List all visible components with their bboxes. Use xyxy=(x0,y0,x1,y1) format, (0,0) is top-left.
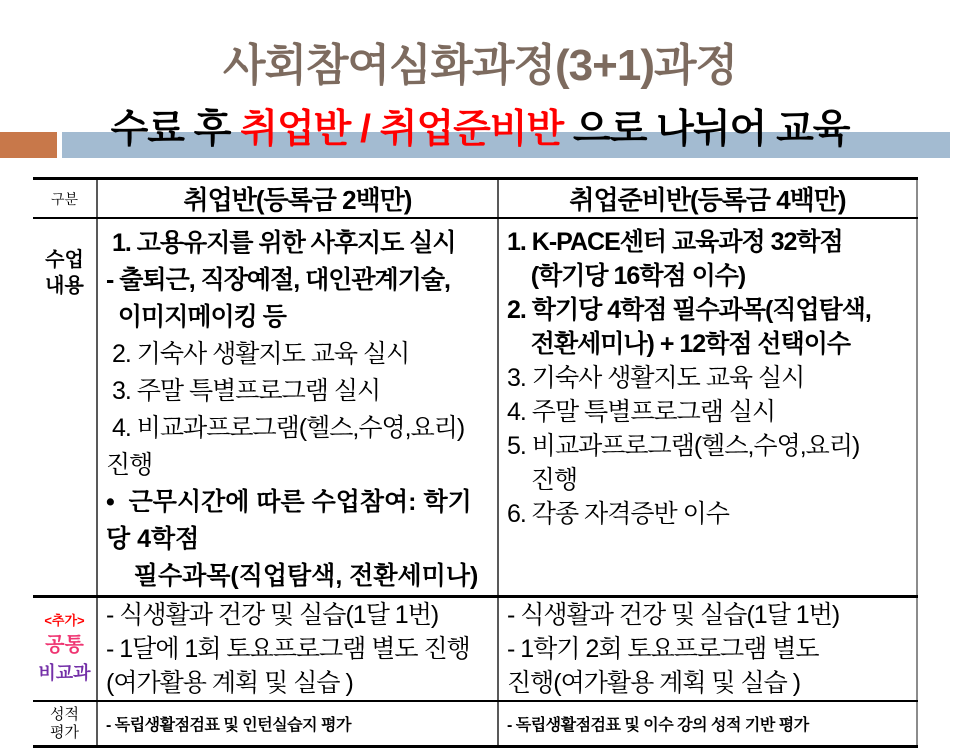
subtitle xyxy=(0,104,960,156)
curriculum-prepclass-list xyxy=(499,219,916,531)
text-line: 4. 비교과프로그램(헬스,수영,요리) xyxy=(106,414,465,442)
comparison-table xyxy=(33,177,918,748)
extracurricular-row xyxy=(33,597,917,702)
text-line: 진행(여가활용 계획 및 실습 ) xyxy=(507,669,801,697)
extracurricular-jobclass-cell xyxy=(97,597,498,702)
extracurricular-prepclass-list xyxy=(499,598,916,700)
text-line: 1. 고용유지를 위한 사후지도 실시 xyxy=(106,229,456,257)
text-line: 3. 기숙사 생활지도 교육 실시 xyxy=(507,364,805,392)
text-line: 전환세미나) + 12학점 선택이수 xyxy=(507,330,851,358)
text-line: 2. 기숙사 생활지도 교육 실시 xyxy=(106,340,410,368)
grading-label-line1: 성적 xyxy=(50,705,79,723)
curriculum-label-line1: 수업 xyxy=(45,249,84,271)
table-header-row xyxy=(33,179,917,219)
page-title: 사회참여심화과정(3+1)과정 xyxy=(223,41,737,90)
extracurricular-prepclass-cell xyxy=(498,597,917,702)
text-line: - 식생활과 건강 및 실습(1달 1번) xyxy=(106,601,439,629)
text-line: (여가활용 계획 및 실습 ) xyxy=(106,669,353,697)
extracurricular-label-name: 비교과 xyxy=(38,663,91,683)
grading-jobclass-cell xyxy=(97,701,498,747)
text-line: - 1학기 2회 토요프로그램 별도 xyxy=(507,635,819,663)
grading-jobclass-text: - 독립생활점검표 및 인턴실습지 평가 xyxy=(106,717,351,734)
extracurricular-row-label xyxy=(33,611,96,687)
extracurricular-label-added: <추가> xyxy=(44,613,85,628)
header-prepclass: 취업준비반(등록금 4백만) xyxy=(498,179,917,219)
curriculum-prepclass-cell xyxy=(498,218,917,597)
text-line: 진행 xyxy=(507,466,578,494)
text-line: 1. K-PACE센터 교육과정 32학점 xyxy=(507,228,843,256)
text-line: 2. 학기당 4학점 필수과목(직업탐색, xyxy=(507,296,871,324)
grading-label-line2: 평가 xyxy=(50,723,79,741)
curriculum-row-label-cell xyxy=(33,218,97,597)
extracurricular-label-common: 공통 xyxy=(45,634,84,656)
curriculum-row-label xyxy=(33,219,96,299)
grading-row xyxy=(33,701,917,747)
grading-row-label-cell xyxy=(33,701,97,747)
text-line: • 근무시간에 따른 수업참여: 학기당 4학점 xyxy=(106,488,472,553)
text-line: 3. 주말 특별프로그램 실시 xyxy=(106,377,381,405)
text-line: 이미지메이킹 등 xyxy=(106,303,286,331)
text-line: 4. 주말 특별프로그램 실시 xyxy=(507,398,776,426)
subtitle-suffix: 으로 나뉘어 교육 xyxy=(563,108,850,151)
text-line: - 식생활과 건강 및 실습(1달 1번) xyxy=(507,601,840,629)
grading-prepclass-text: - 독립생활점검표 및 이수 강의 성적 기반 평가 xyxy=(507,717,809,734)
text-line: 6. 각종 자격증반 이수 xyxy=(507,500,729,528)
curriculum-row xyxy=(33,218,917,597)
text-line: - 1달에 1회 토요프로그램 별도 진행 xyxy=(106,635,470,663)
curriculum-jobclass-cell xyxy=(97,218,498,597)
subtitle-prefix: 수료 후 xyxy=(110,108,241,151)
text-line: (학기당 16학점 이수) xyxy=(507,262,746,290)
subtitle-highlight-text: 취업반 / 취업준비반 xyxy=(240,108,564,151)
text-line: 5. 비교과프로그램(헬스,수영,요리) xyxy=(507,432,860,460)
text-line: 진행 xyxy=(106,451,153,479)
comparison-table-wrap xyxy=(33,177,917,748)
grading-row-label xyxy=(33,706,96,742)
extracurricular-row-label-cell xyxy=(33,597,97,702)
text-line: 필수과목(직업탐색, 전환세미나) xyxy=(106,562,479,590)
header-jobclass: 취업반(등록금 2백만) xyxy=(97,179,498,219)
extracurricular-jobclass-list xyxy=(98,598,497,700)
text-line: - 출퇴근, 직장예절, 대인관계기술, xyxy=(106,266,450,294)
header-category: 구분 xyxy=(33,179,97,219)
curriculum-jobclass-list xyxy=(98,219,497,595)
curriculum-label-line2: 내용 xyxy=(45,275,84,297)
grading-prepclass-cell xyxy=(498,701,917,747)
